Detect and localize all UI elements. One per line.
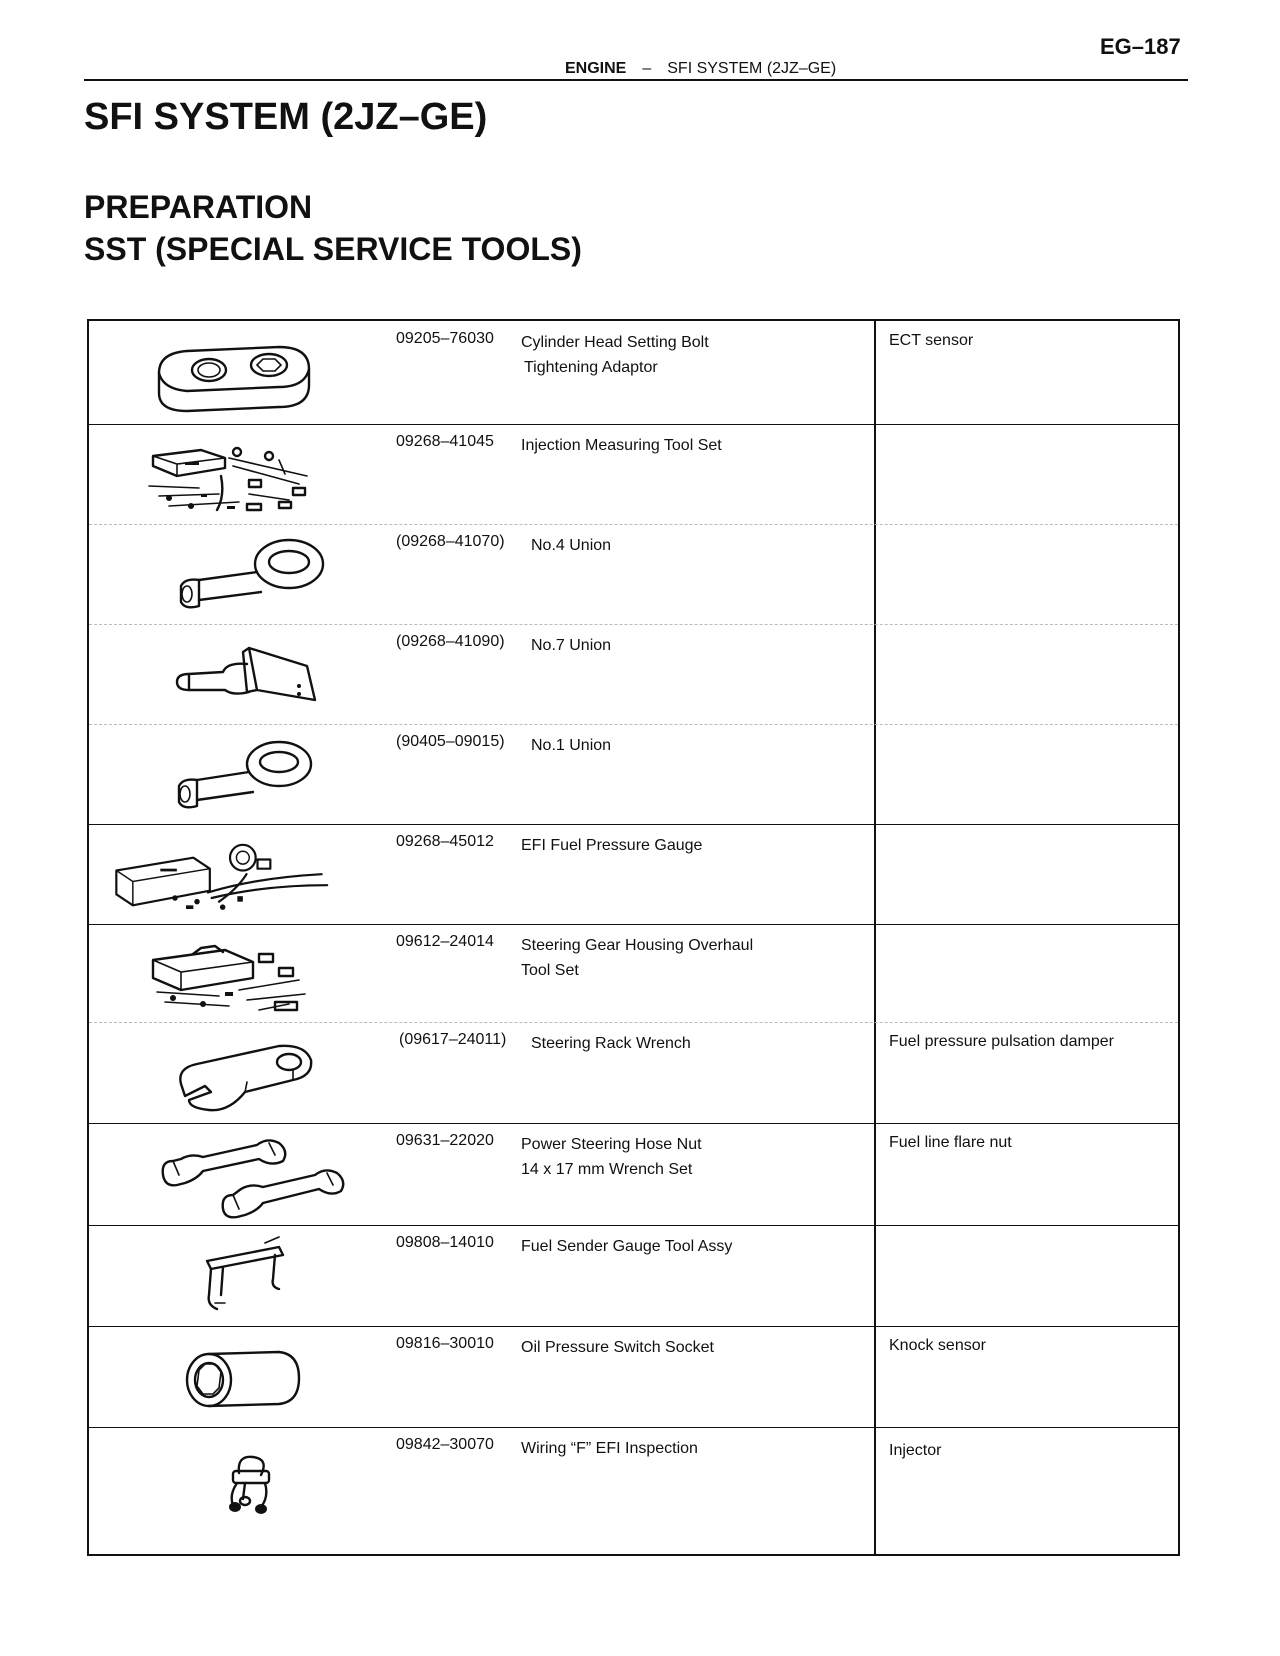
- rack-wrench-icon: [129, 1030, 349, 1114]
- tool-name-line1: Steering Rack Wrench: [531, 1035, 691, 1052]
- tool-row: [89, 1022, 1178, 1123]
- part-number: (09268–41090): [396, 633, 505, 650]
- tool-name-line1: Oil Pressure Switch Socket: [521, 1339, 714, 1356]
- header-rule: [84, 79, 1188, 81]
- section-label: ENGINE: [565, 60, 627, 77]
- part-number: 09631–22020: [396, 1132, 494, 1149]
- flare-nut-wrench-icon: [129, 1131, 349, 1221]
- tool-name-line1: No.1 Union: [531, 737, 612, 754]
- tool-name-line2: 14 x 17 mm Wrench Set: [521, 1161, 693, 1178]
- tool-name-line1: Fuel Sender Gauge Tool Assy: [521, 1238, 733, 1255]
- wiring-harness-icon: [129, 1441, 349, 1521]
- tool-name-line1: EFI Fuel Pressure Gauge: [521, 837, 703, 854]
- tool-use: ECT sensor: [889, 332, 974, 349]
- tool-name: [521, 833, 702, 858]
- part-number: 09808–14010: [396, 1234, 494, 1251]
- header-separator: –: [642, 60, 652, 77]
- union-icon: [129, 532, 349, 614]
- tool-row: [89, 1326, 1178, 1427]
- tool-name-line1: Power Steering Hose Nut: [521, 1136, 702, 1153]
- part-number: 09816–30010: [396, 1335, 494, 1352]
- tool-name: [521, 1436, 698, 1461]
- subtitle-sst: SST (SPECIAL SERVICE TOOLS): [84, 231, 582, 267]
- part-number: 09842–30070: [396, 1436, 494, 1453]
- tool-row: [89, 1123, 1178, 1225]
- tool-name-line1: Wiring “F” EFI Inspection: [521, 1440, 698, 1457]
- tool-name: [521, 1132, 702, 1182]
- tool-row: [89, 524, 1178, 624]
- tool-name: [521, 1335, 714, 1360]
- part-number: 09205–76030: [396, 330, 494, 347]
- page-title: SFI SYSTEM (2JZ–GE): [84, 96, 488, 138]
- tool-name: [521, 433, 722, 458]
- tool-name-line2: Tightening Adaptor: [524, 359, 658, 376]
- tool-use: Injector: [889, 1442, 942, 1459]
- tool-name: [531, 533, 611, 558]
- tool-name-line2: Tool Set: [521, 962, 579, 979]
- subsection-label: SFI SYSTEM (2JZ–GE): [667, 60, 837, 77]
- tool-set-case-icon: [129, 932, 349, 1016]
- tool-use: Fuel pressure pulsation damper: [889, 1033, 1115, 1050]
- tool-name: [521, 1234, 732, 1259]
- part-number: 09268–41045: [396, 433, 494, 450]
- tool-row: [89, 1427, 1178, 1558]
- tool-row: [89, 824, 1178, 924]
- tool-name-line1: Cylinder Head Setting Bolt: [521, 334, 709, 351]
- page-number: EG–187: [1100, 34, 1181, 59]
- pressure-gauge-kit-icon: [109, 834, 329, 918]
- tool-name: [521, 330, 709, 380]
- part-number: 09268–45012: [396, 833, 494, 850]
- sst-table: [87, 319, 1180, 1556]
- tool-name: [531, 633, 611, 658]
- tool-name: [531, 1031, 691, 1056]
- tool-row: [89, 624, 1178, 724]
- flange-union-icon: [129, 634, 349, 714]
- page-subtitle: [84, 186, 582, 270]
- tool-name-line1: Steering Gear Housing Overhaul: [521, 937, 754, 954]
- tool-row: [89, 424, 1178, 524]
- part-number: (09268–41070): [396, 533, 505, 550]
- tool-name-line1: No.7 Union: [531, 637, 612, 654]
- tool-row: [89, 924, 1178, 1022]
- part-number: (90405–09015): [396, 733, 505, 750]
- union-icon: [129, 734, 349, 814]
- tool-name-line1: Injection Measuring Tool Set: [521, 437, 722, 454]
- tool-name: [521, 933, 753, 983]
- part-number: (09617–24011): [399, 1031, 507, 1048]
- tool-row: [89, 724, 1178, 824]
- tool-use: Knock sensor: [889, 1337, 986, 1354]
- tool-name-line1: No.4 Union: [531, 537, 612, 554]
- sender-gauge-tool-icon: [129, 1233, 349, 1321]
- adaptor-icon: [129, 335, 349, 415]
- subtitle-preparation: PREPARATION: [84, 189, 313, 225]
- tool-set-case-icon: [129, 436, 349, 516]
- part-number: 09612–24014: [396, 933, 494, 950]
- tool-row: [89, 321, 1178, 424]
- running-header: [565, 60, 836, 78]
- tool-row: [89, 1225, 1178, 1326]
- tool-use: Fuel line flare nut: [889, 1134, 1012, 1151]
- socket-icon: [129, 1336, 349, 1420]
- tool-name: [531, 733, 611, 758]
